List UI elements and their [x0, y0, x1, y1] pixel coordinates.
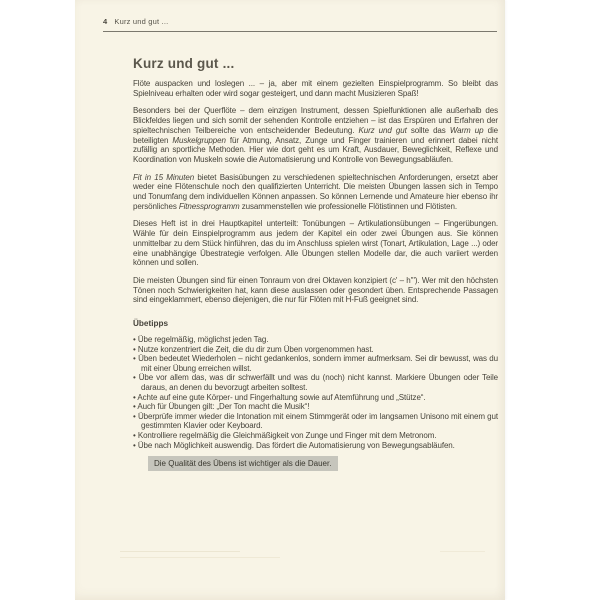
- tip-item: • Üben bedeutet Wiederholen – nicht gedankenlos, sondern immer aufmerksam. Sei dir bewusst, was du mit einer Übung erreichen willst.: [133, 354, 499, 373]
- bullet-icon: •: [133, 335, 138, 345]
- bullet-icon: •: [133, 354, 139, 364]
- running-header: [103, 17, 497, 32]
- paragraph: Die meisten Übungen sind für einen Tonraum von drei Oktaven konzipiert (c' – h'''). Wer mit den höchsten Tönen noch Schwierigkeiten hat, kann diese auslassen oder gesondert üben. Entsprechende Passagen sind eingeklammert, ebenso diejenigen, die nur für Flöten mit H-Fuß geeignet sind.: [133, 275, 498, 305]
- page-edge-artifact: [120, 551, 240, 552]
- tips-heading: Übetipps: [133, 319, 169, 329]
- tip-item: • Kontrolliere regelmäßig die Gleichmäßigkeit von Zunge und Finger mit dem Metronom.: [133, 431, 437, 440]
- page-title: Kurz und gut ...: [133, 56, 235, 71]
- tips-list: [133, 335, 498, 450]
- paragraph: Dieses Heft ist in drei Hauptkapitel unterteilt: Tonübungen – Artikulationsübungen – Fingerübungen. Wähle für dein Einspielprogramm aus jedem der Kapitel ein oder zwei Übungen aus. Sie können unmittelbar zu dem Stück hinführen, das du im Anschluss spielen wirst (Tonart, Artikulation, Lage ...) oder eine unabhängige Übestrategie verfolgen. Alle Übungen stellen Modelle dar, die auch variiert werden können und sollen.: [133, 219, 498, 268]
- bullet-icon: •: [133, 373, 139, 383]
- tip-item: • Überprüfe immer wieder die Intonation mit einem Stimmgerät oder im langsamen Unisono mit einem gut gestimmten Klavier oder Keyboard.: [133, 411, 498, 431]
- bullet-icon: •: [133, 440, 138, 450]
- running-title: Kurz und gut ...: [114, 17, 169, 26]
- paragraphs: [133, 79, 498, 305]
- tip-item: • Übe vor allem das, was dir schwerfällt und was du (noch) nicht kannst. Markiere Übungen oder Teile daraus, an denen du bevorzugt arbeiten solltest.: [133, 373, 498, 393]
- bullet-icon: •: [133, 402, 138, 412]
- bullet-icon: •: [133, 431, 138, 440]
- paragraph: Fit in 15 Minuten bietet Basisübungen zu verschiedenen spieltechnischen Anforderungen, ersetzt aber weder eine Flötenschule noch den qualifizierten Unterricht. Die meisten Übungen lassen sich in Tempo und Tonumfang dem individuellen Können anpassen. So können Lernende und Amateure hier ebenso ihr persönliches Fitnessprogramm zusammenstellen wie professionelle Flötistinnen und Flötisten.: [133, 172, 498, 211]
- book-page: [75, 0, 505, 600]
- paragraph: Flöte auspacken und loslegen ... – ja, aber mit einem gezielten Einspielprogramm. So bleibt das Spielniveau erhalten oder wird sogar gesteigert, und dann macht Musizieren Spaß!: [133, 79, 498, 98]
- page-number: 4: [103, 17, 108, 26]
- page-edge-artifact: [120, 557, 280, 558]
- tip-item: • Übe regelmäßig, möglichst jeden Tag.: [133, 335, 269, 345]
- tip-item: • Übe nach Möglichkeit auswendig. Das fördert die Automatisierung von Bewegungsabläufen.: [133, 440, 455, 450]
- page-edge-artifact: [440, 551, 485, 552]
- bullet-icon: •: [133, 344, 138, 354]
- tip-item: • Auch für Übungen gilt: „Der Ton macht die Musik“!: [133, 402, 310, 412]
- bullet-icon: •: [133, 392, 138, 402]
- tip-item: • Nutze konzentriert die Zeit, die du dir zum Üben vorgenommen hast.: [133, 344, 374, 354]
- paragraph: Besonders bei der Querflöte – dem einzigen Instrument, dessen Spielfunktionen alle außerhalb des Blickfeldes liegen und sich somit der sehenden Kontrolle entziehen – ist das Erspüren und Erfahren der spieltechnischen Teilbereiche von entscheidender Bedeutung. Kurz und gut sollte das Warm up die beteiligten Muskelgruppen für Atmung, Ansatz, Zunge und Finger trainieren und erinnert dabei nicht zufällig an sportliche Methoden. Hier wie dort geht es um Kraft, Ausdauer, Beweglichkeit, Reflexe und Koordination von Muskeln sowie die Automatisierung und Kontrolle von Bewegungsabläufen.: [133, 106, 498, 164]
- highlight-box: Die Qualität des Übens ist wichtiger als die Dauer.: [148, 456, 338, 471]
- page-content: [133, 56, 498, 471]
- tip-item: • Achte auf eine gute Körper- und Fingerhaltung sowie auf Atemführung und „Stütze“.: [133, 392, 426, 402]
- bullet-icon: •: [133, 411, 138, 421]
